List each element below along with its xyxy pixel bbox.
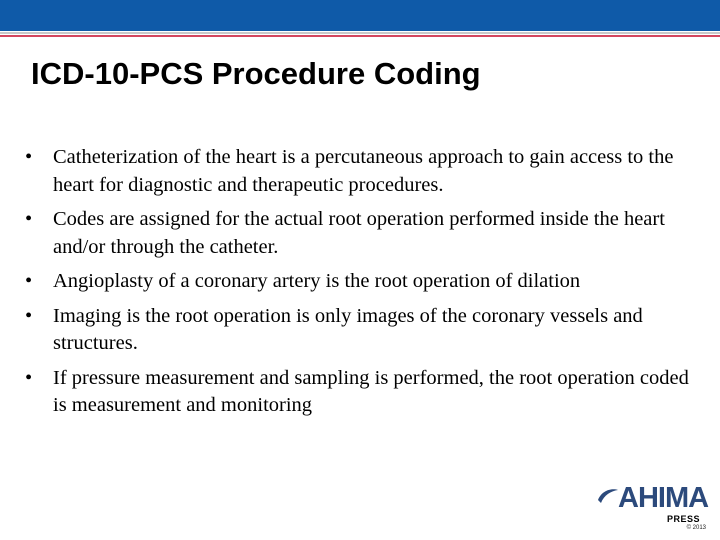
bullet-icon: • <box>25 208 33 230</box>
bullet-list <box>25 144 695 427</box>
bullet-icon: • <box>25 366 33 389</box>
header-rule-gray <box>0 32 720 34</box>
bullet-item <box>25 144 695 199</box>
bullet-item <box>25 365 695 420</box>
bullet-icon: • <box>25 304 33 327</box>
ahima-press-logo <box>596 482 709 531</box>
bullet-text: Imaging is the root operation is only images of the coronary vessels and structures. <box>53 304 643 354</box>
bullet-text: Codes are assigned for the actual root operation performed inside the heart and/or through the catheter. <box>53 208 665 258</box>
header-bar <box>0 0 720 31</box>
slide-title: ICD-10-PCS Procedure Coding <box>31 56 481 91</box>
bullet-item <box>25 268 695 296</box>
bullet-icon: • <box>25 270 33 292</box>
bullet-text: Angioplasty of a coronary artery is the root operation of dilation <box>53 270 581 292</box>
bullet-item <box>25 206 695 261</box>
bullet-text: Catheterization of the heart is a percutaneous approach to gain access to the heart for diagnostic and therapeutic procedures. <box>53 146 674 196</box>
bullet-item <box>25 303 695 358</box>
bullet-icon: • <box>25 146 33 168</box>
header-rule-red <box>0 35 720 37</box>
bullet-text: If pressure measurement and sampling is performed, the root operation coded is measurement and monitoring <box>53 366 689 416</box>
swoosh-icon <box>596 486 620 506</box>
copyright-text: © 2013 <box>686 525 706 531</box>
logo-wordmark: AHIMA <box>618 482 709 514</box>
logo-subtitle: PRESS <box>666 514 700 524</box>
